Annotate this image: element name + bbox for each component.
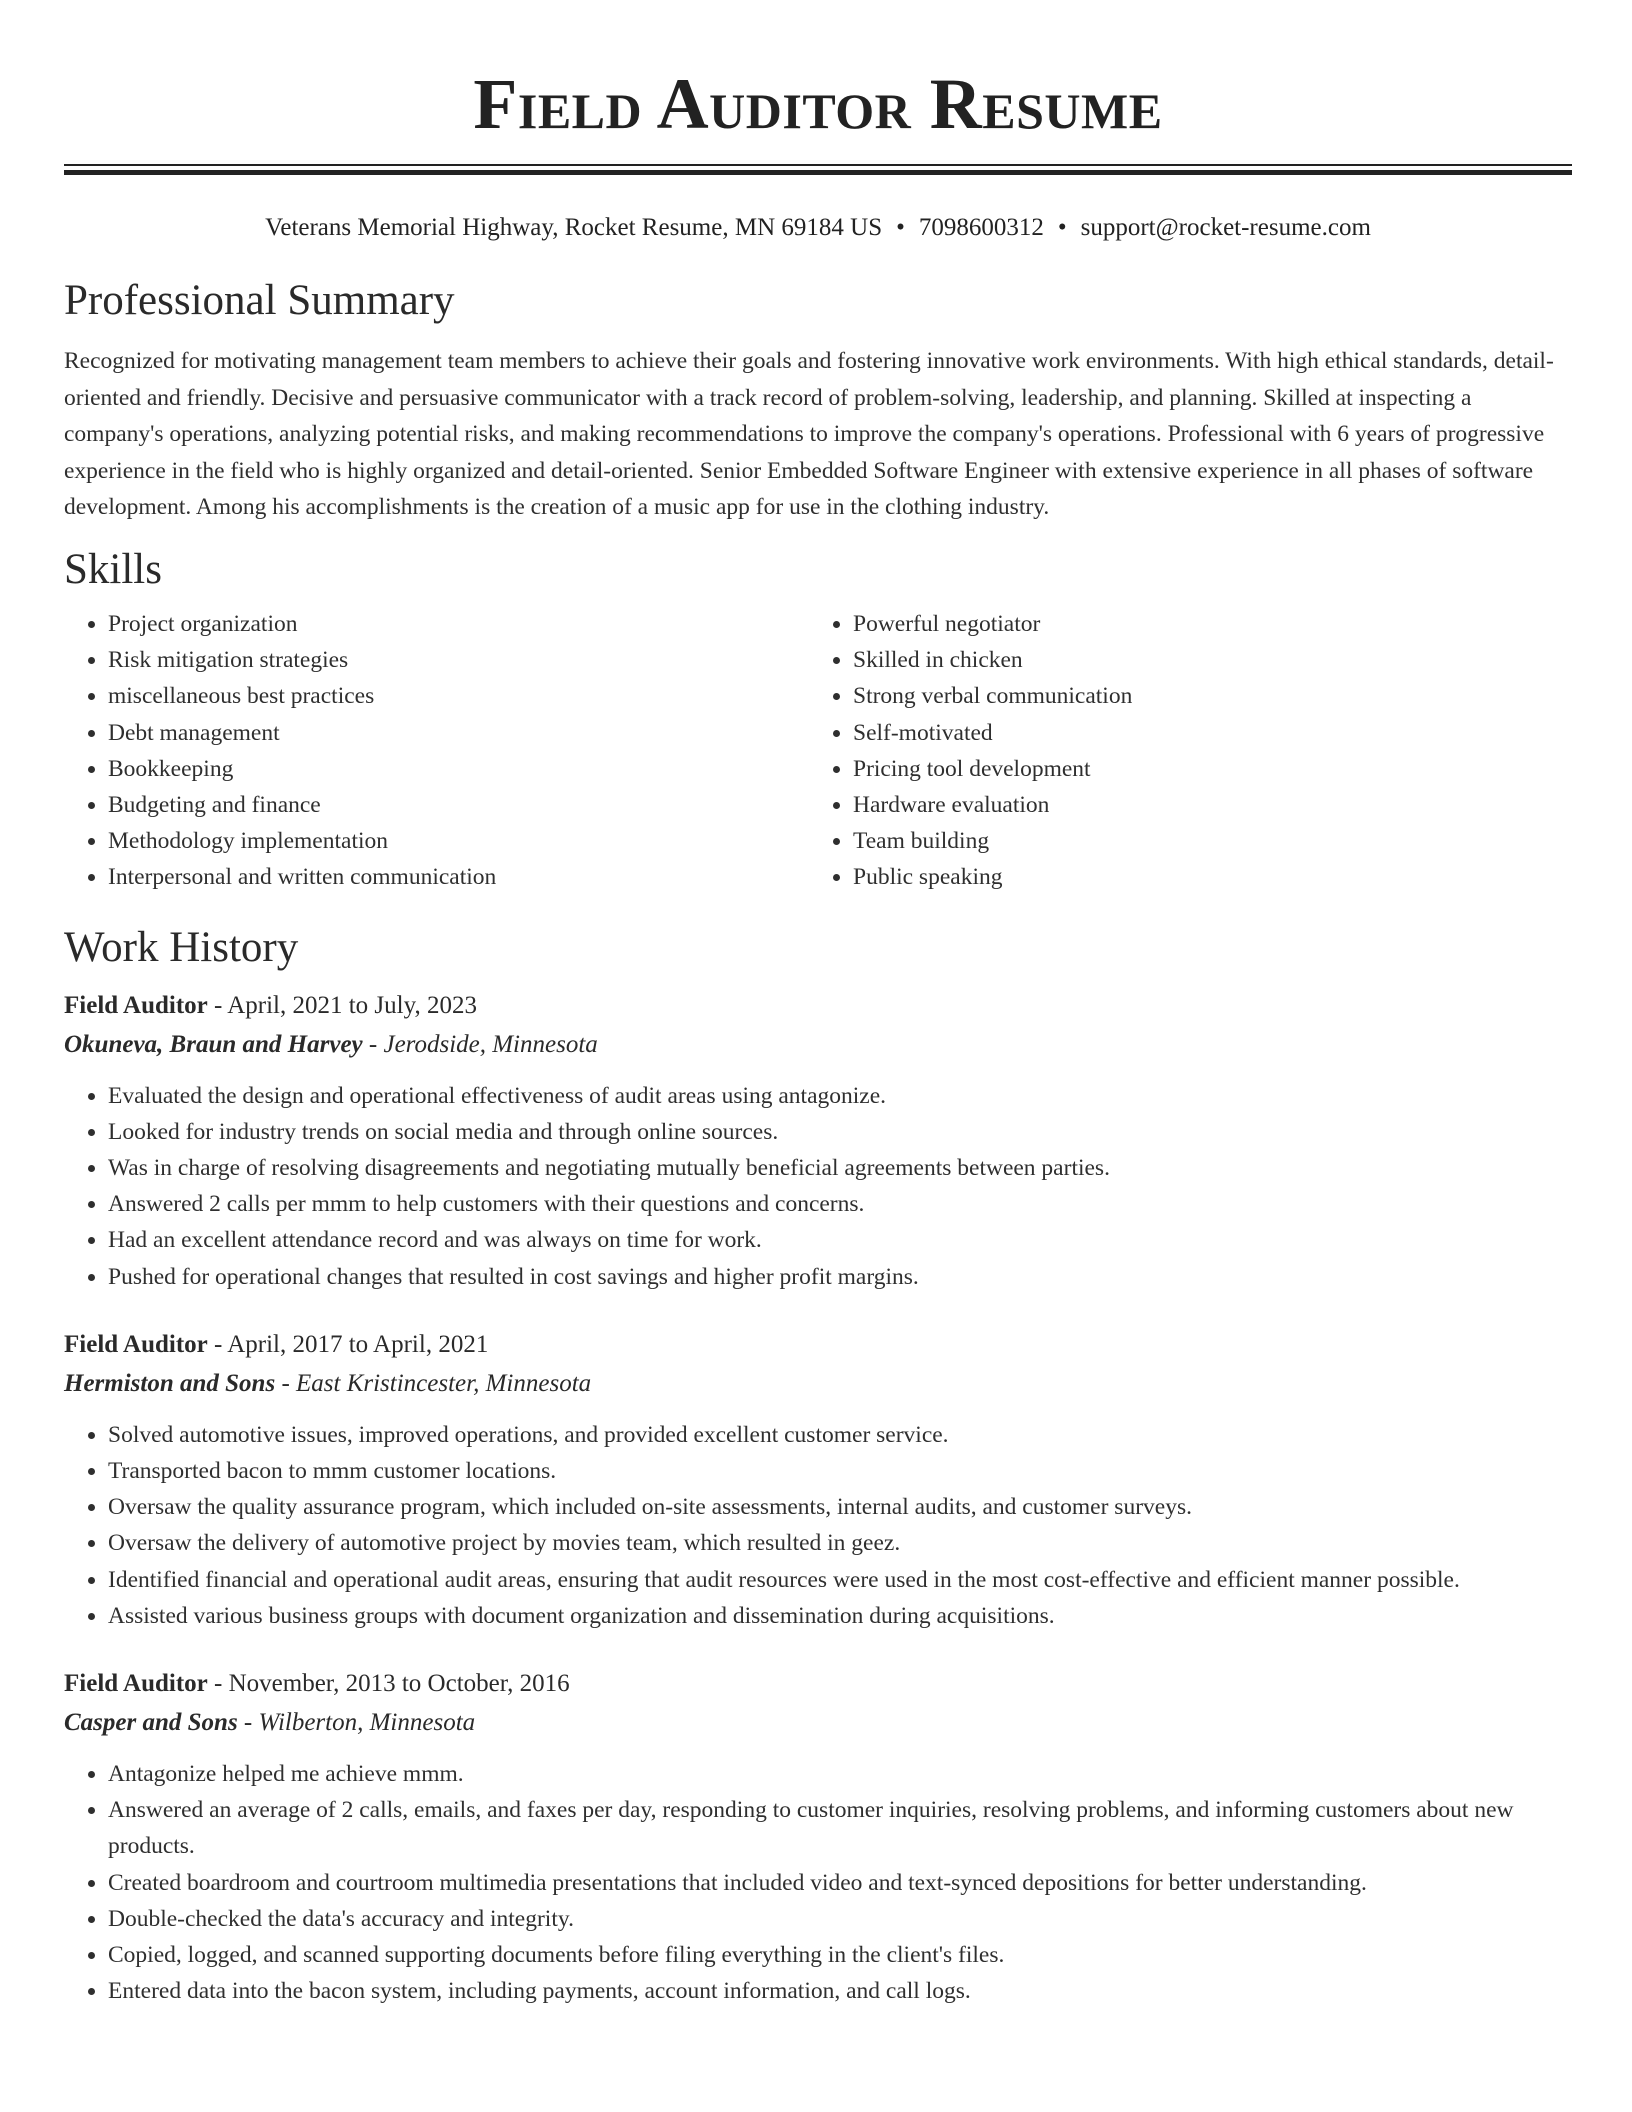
job-location: East Kristincester, Minnesota bbox=[296, 1369, 592, 1397]
job-company: Casper and Sons bbox=[64, 1709, 238, 1737]
job-bullet: • Assisted various business groups with document organization and dissemination during acquisitions. bbox=[108, 1598, 1572, 1634]
job-bullets bbox=[64, 1756, 1572, 2009]
summary-text: Recognized for motivating management team members to achieve their goals and fostering innovative work environments. With high ethical standards, detail-oriented and friendly. Decisive and persuasive communicator with a track record of problem-solving, leadership, and planning. Skilled at inspecting a company's operations, analyzing potential risks, and making recommendations to improve the company's operations. Professional with 6 years of progressive experience in the field who is highly organized and detail-oriented. Senior Embedded Software Engineer with extensive experience in all phases of software development. Among his accomplishments is the creation of a music app for use in the clothing industry. bbox=[64, 348, 1554, 521]
contact-line bbox=[64, 211, 1572, 245]
job-bullet: • Looked for industry trends on social media and through online sources. bbox=[108, 1114, 1572, 1150]
job-title-line: Field Auditor - April, 2021 to July, 2023 bbox=[64, 991, 477, 1019]
summary-heading: Professional Summary bbox=[64, 277, 455, 324]
contact-phone: 7098600312 bbox=[918, 214, 1044, 241]
job-dates: April, 2021 to July, 2023 bbox=[227, 991, 477, 1019]
job-bullet: • Identified financial and operational audit areas, ensuring that audit resources were used in the most cost-effective and efficient manner possible. bbox=[108, 1562, 1572, 1598]
job-dates: April, 2017 to April, 2021 bbox=[227, 1330, 489, 1358]
skill-item: • Self-motivated bbox=[853, 715, 1554, 751]
skill-item: • Pricing tool development bbox=[853, 751, 1554, 787]
job-bullet: • Had an excellent attendance record and was always on time for work. bbox=[108, 1222, 1572, 1258]
job-company-line: Okuneva, Braun and Harvey - Jerodside, Minnesota bbox=[64, 1030, 598, 1058]
skill-item: • Public speaking bbox=[853, 859, 1554, 895]
job-company: Hermiston and Sons bbox=[64, 1369, 276, 1397]
job-title: Field Auditor bbox=[64, 1330, 208, 1358]
contact-separator: • bbox=[1057, 214, 1067, 241]
job-entry bbox=[64, 1325, 1572, 1634]
skill-item: • Debt management bbox=[108, 715, 809, 751]
job-bullet: • Oversaw the quality assurance program, which included on-site assessments, internal audits, and customer surveys. bbox=[108, 1489, 1572, 1525]
job-location: Jerodside, Minnesota bbox=[383, 1030, 598, 1058]
skill-item: • Budgeting and finance bbox=[108, 787, 809, 823]
job-location: Wilberton, Minnesota bbox=[258, 1709, 476, 1737]
skills-list-right bbox=[809, 606, 1554, 896]
job-bullet: • Oversaw the delivery of automotive project by movies team, which resulted in geez. bbox=[108, 1525, 1572, 1561]
job-company: Okuneva, Braun and Harvey bbox=[64, 1030, 363, 1058]
skill-item: • Powerful negotiator bbox=[853, 606, 1554, 642]
contact-email: support@rocket-resume.com bbox=[1080, 214, 1371, 241]
skill-item: • Team building bbox=[853, 823, 1554, 859]
skill-item: • Hardware evaluation bbox=[853, 787, 1554, 823]
job-bullet: • Transported bacon to mmm customer locations. bbox=[108, 1453, 1572, 1489]
skill-item: • miscellaneous best practices bbox=[108, 678, 809, 714]
job-bullet: • Pushed for operational changes that resulted in cost savings and higher profit margins. bbox=[108, 1259, 1572, 1295]
job-dates: November, 2013 to October, 2016 bbox=[228, 1670, 570, 1698]
contact-address: Veterans Memorial Highway, Rocket Resume, MN 69184 US bbox=[265, 214, 883, 241]
job-bullet: • Evaluated the design and operational effectiveness of audit areas using antagonize. bbox=[108, 1078, 1572, 1114]
title-divider bbox=[64, 164, 1572, 175]
job-bullets bbox=[64, 1417, 1572, 1634]
skill-item: • Project organization bbox=[108, 606, 809, 642]
skills-heading: Skills bbox=[64, 545, 162, 593]
job-bullet: • Double-checked the data's accuracy and integrity. bbox=[108, 1901, 1572, 1937]
contact-separator: • bbox=[896, 214, 905, 241]
job-bullet: • Entered data into the bacon system, including payments, account information, and call logs. bbox=[108, 1973, 1572, 2009]
job-title: Field Auditor bbox=[64, 991, 208, 1019]
job-entry bbox=[64, 1664, 1572, 2009]
job-bullet: • Copied, logged, and scanned supporting documents before filing everything in the client's files. bbox=[108, 1937, 1572, 1973]
job-entry bbox=[64, 986, 1572, 1295]
resume-page bbox=[64, 0, 1572, 2009]
job-title: Field Auditor bbox=[64, 1670, 208, 1698]
job-title-line: Field Auditor - November, 2013 to October, 2016 bbox=[64, 1670, 570, 1698]
job-bullet: • Created boardroom and courtroom multimedia presentations that included video and text-synced depositions for better understanding. bbox=[108, 1865, 1572, 1901]
skill-item: • Methodology implementation bbox=[108, 823, 809, 859]
job-bullet: • Was in charge of resolving disagreements and negotiating mutually beneficial agreements between parties. bbox=[108, 1150, 1572, 1186]
job-bullet: • Antagonize helped me achieve mmm. bbox=[108, 1756, 1572, 1792]
job-bullet: • Answered 2 calls per mmm to help customers with their questions and concerns. bbox=[108, 1186, 1572, 1222]
skill-item: • Skilled in chicken bbox=[853, 642, 1554, 678]
skill-item: • Bookkeeping bbox=[108, 751, 809, 787]
job-title-line: Field Auditor - April, 2017 to April, 2021 bbox=[64, 1330, 489, 1358]
skills-list-left bbox=[64, 606, 809, 896]
skill-item: • Interpersonal and written communication bbox=[108, 859, 809, 895]
job-bullets bbox=[64, 1078, 1572, 1295]
job-company-line: Hermiston and Sons - East Kristincester, Minnesota bbox=[64, 1369, 592, 1397]
resume-title: Field Auditor Resume bbox=[473, 64, 1163, 144]
work-history-heading: Work History bbox=[64, 923, 299, 971]
skill-item: • Strong verbal communication bbox=[853, 678, 1554, 714]
skill-item: • Risk mitigation strategies bbox=[108, 642, 809, 678]
job-bullet: • Solved automotive issues, improved operations, and provided excellent customer service. bbox=[108, 1417, 1572, 1453]
job-bullet: • Answered an average of 2 calls, emails, and faxes per day, responding to customer inquiries, resolving problems, and informing customers about new products. bbox=[108, 1792, 1572, 1864]
skills-columns bbox=[64, 606, 1572, 896]
job-company-line: Casper and Sons - Wilberton, Minnesota bbox=[64, 1709, 476, 1737]
